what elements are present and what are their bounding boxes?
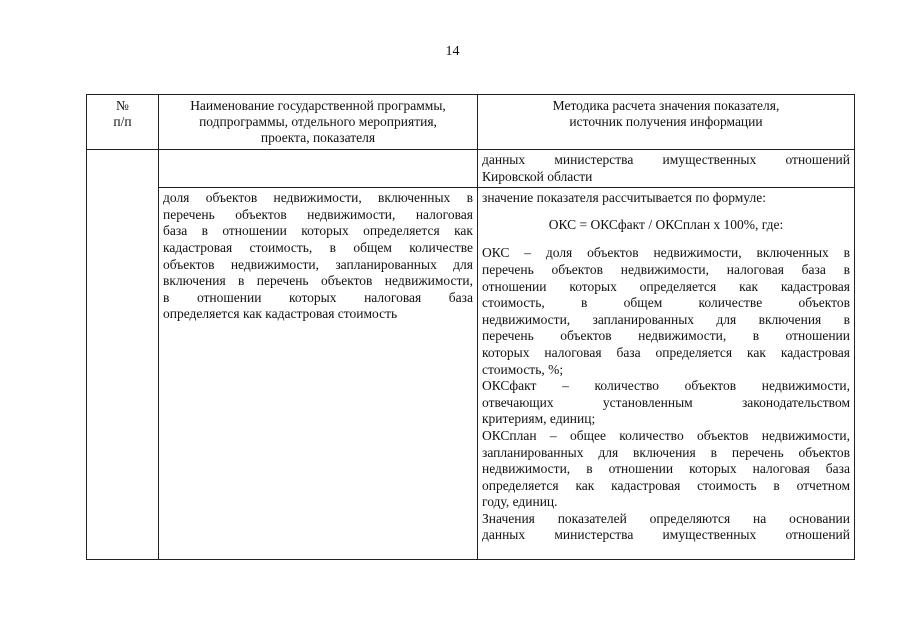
indicators-table bbox=[86, 94, 855, 560]
program-name-cell-empty bbox=[159, 150, 478, 188]
methodology-cell-continuation: данных министерства имущественных отношений Кировской области bbox=[478, 150, 855, 188]
table-row bbox=[87, 150, 855, 188]
page-number: 14 bbox=[445, 44, 460, 59]
header-program-name-column: Наименование государственной программы, подпрограммы, отдельного мероприятия, проекта, показателя bbox=[159, 95, 478, 150]
table-row bbox=[87, 188, 855, 560]
header-number-column: № п/п bbox=[87, 95, 159, 150]
formula: ОКС = ОКСфакт / ОКСплан х 100%, где: bbox=[548, 216, 784, 232]
number-cell bbox=[87, 150, 159, 560]
header-methodology-column: Методика расчета значения показателя, источник получения информации bbox=[478, 95, 855, 150]
methodology-cell: значение показателя рассчитывается по формуле: ОКС = ОКСфакт / ОКСплан х 100%, где: ОКС – доля объектов недвижимости, включенных в перечень объектов недвижимости, налоговая база в отношении которых определяется как кадастровая стоимость, в общем количестве объектов недвижимости, запланированных для включения в перечень объектов недвижимости, в отношении которых налоговая база определяется как кадастровая стоимость, %; ОКСфакт – количество объектов недвижимости, отвечающих установленным законодательством критериям, единиц; ОКСплан – общее количество объектов недвижимости, запланированных для включения в перечень объектов недвижимости, в отношении которых налоговая база определяется как кадастровая стоимость в отчетном году, единиц. Значения показателей определяются на основании данных министерства имущественных отношений bbox=[478, 188, 855, 560]
formula-intro: значение показателя рассчитывается по формуле: bbox=[482, 190, 766, 206]
indicator-name-cell: доля объектов недвижимости, включенных в перечень объектов недвижимости, налоговая база в отношении которых определяется как кадастровая стоимость, в общем количестве объектов недвижимости, запланированных для включения в перечень объектов недвижимости, в отношении которых налоговая база определяется как кадастровая стоимость bbox=[159, 188, 478, 560]
table-header-row bbox=[87, 95, 855, 150]
